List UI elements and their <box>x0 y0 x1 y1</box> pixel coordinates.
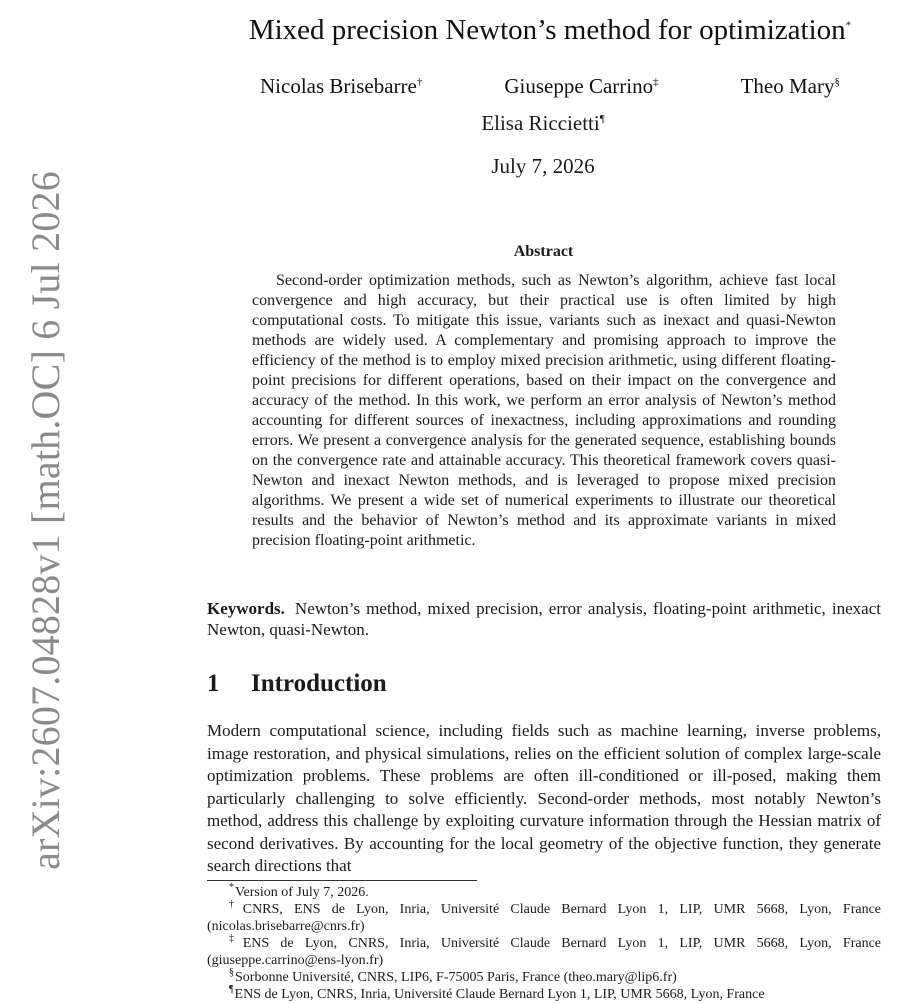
intro-paragraph: Modern computational science, including fields such as machine learning, inverse problems, image restoration, and physical simulations, relies on the efficient solution of complex large-scale optimization problems. These problems are often ill-conditioned or ill-posed, making them particularly challenging to solve efficiently. Second-order methods, most notably Newton’s method, address this challenge by exploiting curvature information through the Hessian matrix of second derivatives. By accounting for the local geometry of the objective function, they generate search directions that <box>207 721 881 875</box>
footnote-mark: ¶ <box>229 984 234 996</box>
footnote-text: Sorbonne Université, CNRS, LIP6, F-75005 Paris, France (theo.mary@lip6.fr) <box>235 970 677 985</box>
author-mark: § <box>834 76 840 88</box>
footnote-text: ENS de Lyon, CNRS, Inria, Université Claude Bernard Lyon 1, LIP, UMR 5668, Lyon, France <box>234 987 765 1002</box>
keywords <box>207 598 881 640</box>
section-number: 1 <box>207 670 220 697</box>
footnote <box>207 969 881 986</box>
paper-date: July 7, 2026 <box>491 154 595 178</box>
footnote-mark: † <box>229 899 242 911</box>
author-name: Giuseppe Carrino <box>504 74 654 98</box>
footnote-mark: ‡ <box>229 933 242 945</box>
footnote-mark: * <box>229 882 234 894</box>
footnote <box>207 901 881 935</box>
keywords-label: Keywords. <box>207 599 285 618</box>
author-mark: ‡ <box>653 76 659 88</box>
footnotes <box>207 884 881 1003</box>
author-mark: ¶ <box>599 113 605 125</box>
section-title: Introduction <box>251 670 387 697</box>
abstract-heading: Abstract <box>513 243 574 260</box>
footnote-text: Version of July 7, 2026. <box>235 885 369 900</box>
footnote <box>207 986 881 1003</box>
title-text: Mixed precision Newton’s method for optimization <box>248 14 846 46</box>
footnote-text: CNRS, ENS de Lyon, Inria, Université Claude Bernard Lyon 1, LIP, UMR 5668, Lyon, France (nicolas.brisebarre@cnrs.fr) <box>207 902 881 934</box>
author <box>420 111 666 136</box>
paper-title <box>200 14 898 47</box>
author <box>260 74 422 99</box>
author <box>741 74 840 99</box>
author-mark: † <box>416 76 423 88</box>
title-footnote-mark: * <box>845 19 852 32</box>
author-name: Elisa Riccietti <box>481 111 600 135</box>
author <box>504 74 658 99</box>
abstract-text: Second-order optimization methods, such as Newton’s algorithm, achieve fast local convergence and high accuracy, but their practical use is often limited by high computational costs. To mitigate this issue, variants such as inexact and quasi-Newton methods are widely used. A complementary and promising approach to improve the efficiency of the method is to employ mixed precision arithmetic, using different floating-point precisions for different operations, based on their impact on the convergence and accuracy of the method. In this work, we perform an error analysis of Newton’s method accounting for different sources of inexactness, including approximations and rounding errors. We present a convergence analysis for the generated sequence, establishing bounds on the convergence rate and attainable accuracy. This theoretical framework covers quasi-Newton and inexact Newton methods, and is leveraged to propose mixed precision algorithms. We present a wide set of numerical experiments to illustrate our theoretical results and the behavior of Newton’s method and its approximate variants in mixed precision floating-point arithmetic. <box>252 272 836 549</box>
footnote <box>207 884 881 901</box>
arxiv-watermark <box>22 170 68 870</box>
author-name: Theo Mary <box>740 74 835 98</box>
keywords-text: Newton’s method, mixed precision, error analysis, floating-point arithmetic, inexact Newton, quasi-Newton. <box>207 599 881 639</box>
footnote-mark: § <box>229 967 234 979</box>
author-name: Nicolas Brisebarre <box>260 74 417 98</box>
section-heading <box>207 670 387 698</box>
footnote-text: ENS de Lyon, CNRS, Inria, Université Claude Bernard Lyon 1, LIP, UMR 5668, Lyon, France (giuseppe.carrino@ens-lyon.fr) <box>207 936 881 968</box>
footnote-rule <box>207 880 477 881</box>
arxiv-id: arXiv:2607.04828v1 [math.OC] 6 Jul 2026 <box>22 170 68 870</box>
footnote <box>207 935 881 969</box>
author-list <box>260 74 840 99</box>
